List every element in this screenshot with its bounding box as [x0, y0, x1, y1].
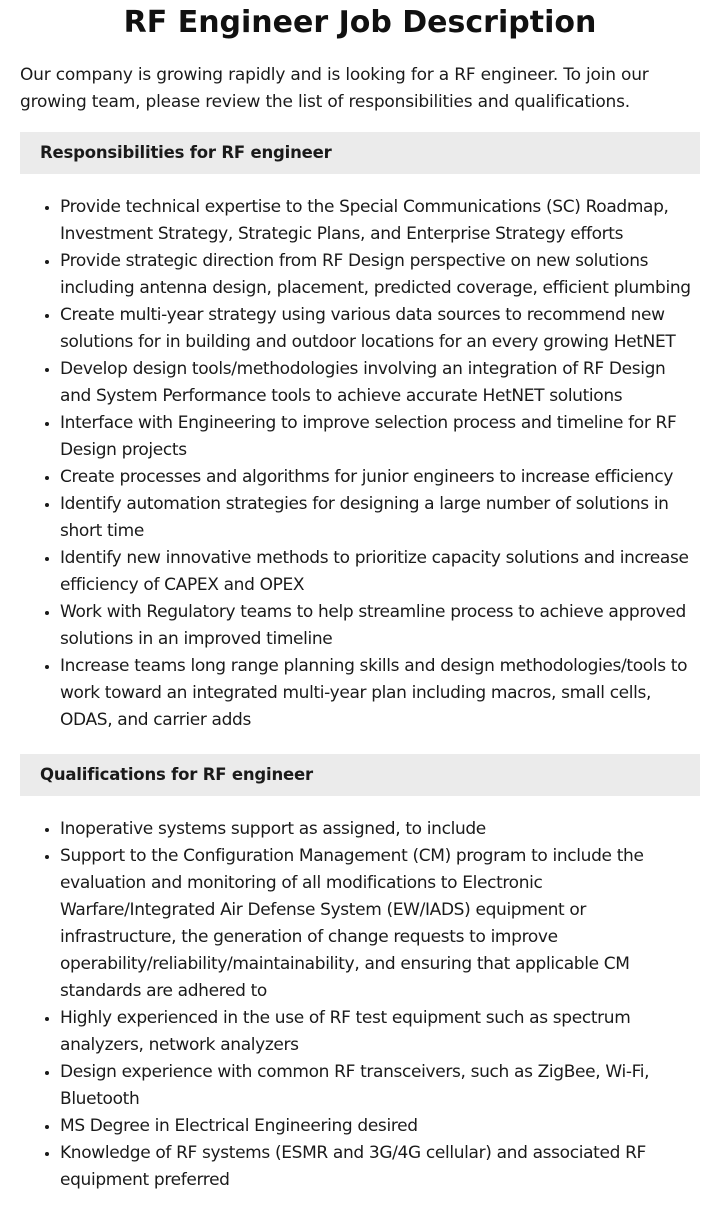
- list-item: • Inoperative systems support as assigned, to include: [60, 816, 700, 843]
- list-item: • Interface with Engineering to improve selection process and timeline for RF Design projects: [60, 410, 700, 464]
- list-item: • Design experience with common RF transceivers, such as ZigBee, Wi-Fi, Bluetooth: [60, 1059, 700, 1113]
- list-item: • Increase teams long range planning skills and design methodologies/tools to work toward an integrated multi-year plan including macros, small cells, ODAS, and carrier adds: [60, 653, 700, 734]
- list-item: • Identify automation strategies for designing a large number of solutions in short time: [60, 491, 700, 545]
- list-item: • Provide technical expertise to the Special Communications (SC) Roadmap, Investment Strategy, Strategic Plans, and Enterprise Strategy efforts: [60, 194, 700, 248]
- list-item: • Provide strategic direction from RF Design perspective on new solutions including antenna design, placement, predicted coverage, efficient plumbing: [60, 248, 700, 302]
- list-item: • Identify new innovative methods to prioritize capacity solutions and increase efficiency of CAPEX and OPEX: [60, 545, 700, 599]
- responsibilities-heading: Responsibilities for RF engineer: [20, 132, 700, 174]
- list-item: • Create multi-year strategy using various data sources to recommend new solutions for in building and outdoor locations for an every growing HetNET: [60, 302, 700, 356]
- qualifications-list: [20, 816, 700, 1194]
- list-item: • Create processes and algorithms for junior engineers to increase efficiency: [60, 464, 700, 491]
- qualifications-heading: Qualifications for RF engineer: [20, 754, 700, 796]
- list-item: • Knowledge of RF systems (ESMR and 3G/4G cellular) and associated RF equipment preferred: [60, 1140, 700, 1194]
- responsibilities-list: [20, 194, 700, 734]
- list-item: • Highly experienced in the use of RF test equipment such as spectrum analyzers, network analyzers: [60, 1005, 700, 1059]
- page-title: RF Engineer Job Description: [123, 5, 597, 40]
- list-item: • Support to the Configuration Management (CM) program to include the evaluation and monitoring of all modifications to Electronic Warfare/Integrated Air Defense System (EW/IADS) equipment or infrastructure, the generation of change requests to improve operability/reliability/maintainability, and ensuring that applicable CM standards are adhered to: [60, 843, 700, 1005]
- list-item: • Work with Regulatory teams to help streamline process to achieve approved solutions in an improved timeline: [60, 599, 700, 653]
- intro-paragraph: Our company is growing rapidly and is looking for a RF engineer. To join our growing team, please review the list of responsibilities and qualifications.: [20, 65, 649, 112]
- list-item: • MS Degree in Electrical Engineering desired: [60, 1113, 700, 1140]
- list-item: • Develop design tools/methodologies involving an integration of RF Design and System Performance tools to achieve accurate HetNET solutions: [60, 356, 700, 410]
